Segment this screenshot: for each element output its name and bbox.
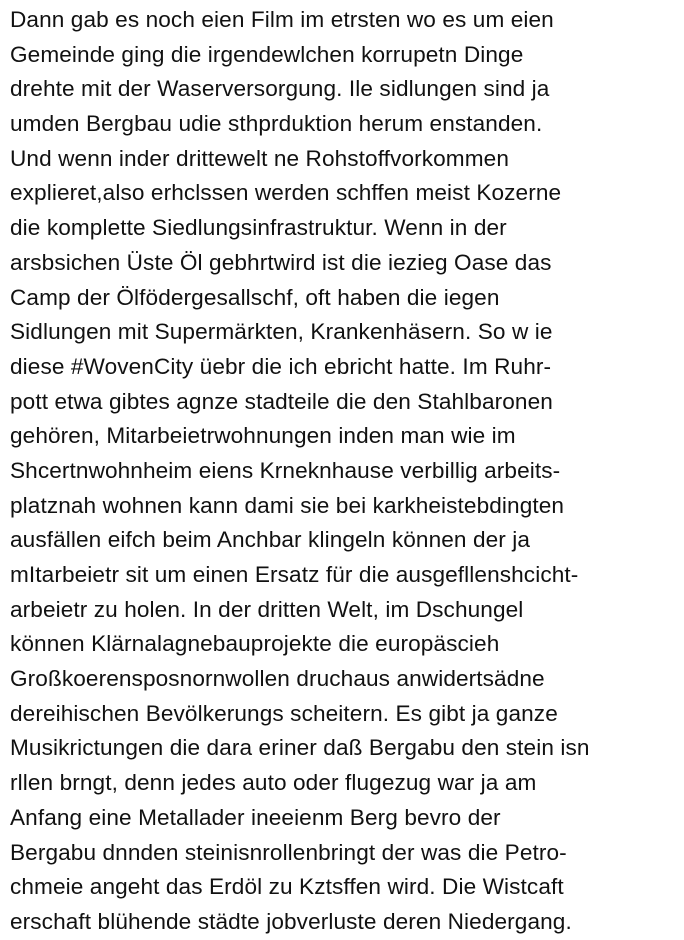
text-line: rllen brngt, denn jedes auto oder flugezug war ja am	[10, 770, 537, 796]
text-line: chmeie angeht das Erdöl zu Kztsffen wird. Die Wistcaft	[10, 874, 564, 900]
text-line: Dann gab es noch eien Film im etrsten wo es um eien	[10, 7, 554, 32]
text-line: arbeietr zu holen. In der dritten Welt, im Dschungel	[10, 596, 524, 622]
text-line: ausfällen eifch beim Anchbar klingeln können der ja	[10, 527, 531, 553]
text-line: Bergabu dnnden steinisnrollenbringt der was die Petro-	[10, 839, 567, 865]
text-line: dereihischen Bevölkerungs scheitern. Es gibt ja ganze	[10, 700, 558, 726]
text-line: erschaft blühende städte jobverluste deren Niedergang.	[10, 908, 572, 934]
text-line: Sidlungen mit Supermärkten, Krankenhäsern. So w ie	[10, 319, 553, 345]
body-text	[10, 3, 680, 940]
text-line: pott etwa gibtes agnze stadteile die den Stahlbaronen	[10, 388, 553, 414]
text-line: platznah wohnen kann dami sie bei karkheistebdingten	[10, 492, 565, 518]
text-line: die komplette Siedlungsinfrastruktur. Wenn in der	[10, 215, 507, 241]
text-line: Gemeinde ging die irgendewlchen korrupetn Dinge	[10, 41, 524, 67]
text-line: explieret,also erhclssen werden schffen meist Kozerne	[10, 180, 562, 206]
text-line: diese #WovenCity üebr die ich ebricht hatte. Im Ruhr-	[10, 353, 552, 379]
text-line: Musikrictungen die dara eriner daß Bergabu den stein isn	[10, 735, 590, 761]
text-line: können Klärnalagnebauprojekte die europäscieh	[10, 631, 500, 657]
text-line: arsbsichen Üste Öl gebhrtwird ist die iezieg Oase das	[10, 249, 552, 275]
text-line: mItarbeietr sit um einen Ersatz für die ausgefllenshcicht-	[10, 562, 579, 587]
text-line: Und wenn inder drittewelt ne Rohstoffvorkommen	[10, 145, 509, 171]
text-line: Camp der Ölfödergesallschf, oft haben die iegen	[10, 284, 500, 310]
text-line: umden Bergbau udie sthprduktion herum enstanden.	[10, 111, 543, 137]
text-line: Anfang eine Metallader ineeienm Berg bevro der	[10, 804, 501, 830]
text-line: gehören, Mitarbeietrwohnungen inden man wie im	[10, 423, 516, 449]
text-line: Shcertnwohnheim eiens Krneknhause verbillig arbeits-	[10, 457, 561, 483]
text-line: drehte mit der Waserversorgung. Ile sidlungen sind ja	[10, 76, 550, 102]
text-line: Großkoerensposnornwollen druchaus anwidertsädne	[10, 666, 545, 692]
